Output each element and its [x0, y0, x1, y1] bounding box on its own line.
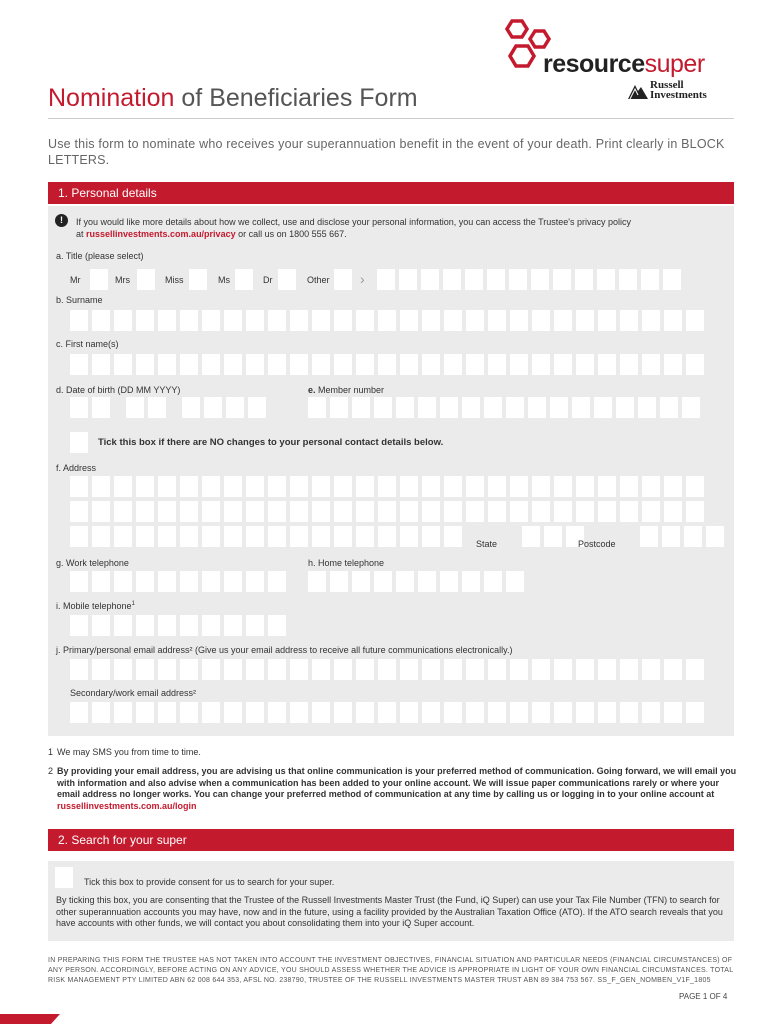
footnote-2-link[interactable]: russellinvestments.com.au/login	[57, 800, 197, 811]
privacy-text: If you would like more details about how we collect, use and disclose your personal information, you can access the Trustee's privacy policy	[76, 217, 631, 227]
title-option-other: Other	[307, 275, 330, 285]
footnote-1-text: We may SMS you from time to time.	[57, 747, 201, 757]
work-tel-label: g. Work telephone	[56, 558, 129, 568]
section1-heading: 1. Personal details	[48, 182, 734, 204]
privacy-tail: or call us on 1800 555 667.	[235, 229, 347, 239]
logo-wordmark	[543, 50, 705, 79]
title-option-miss: Miss	[165, 275, 184, 285]
logo-part2: super	[644, 50, 705, 78]
footnote-1	[48, 747, 738, 759]
mobile-footnote-ref: 1	[131, 601, 135, 607]
title-other-boxes[interactable]	[377, 269, 681, 290]
footnote-2-text	[48, 766, 738, 812]
title-option-mrs: Mrs	[115, 275, 130, 285]
consent-label: Tick this box to provide consent for us to search for your super.	[84, 877, 335, 887]
surname-label: b. Surname	[56, 295, 103, 305]
partner-line1: Russell	[650, 79, 684, 91]
partner-line2: Investments	[650, 89, 707, 101]
title-checkbox-mrs[interactable]	[137, 269, 155, 290]
consent-checkbox[interactable]	[55, 867, 73, 888]
firstname-label: c. First name(s)	[56, 339, 119, 349]
title-option-dr: Dr	[263, 275, 273, 285]
footnote-2-number: 2	[48, 766, 54, 776]
postcode-label: Postcode	[578, 539, 616, 549]
no-change-label: Tick this box if there are NO changes to your personal contact details below.	[98, 437, 444, 448]
title-checkbox-other[interactable]	[334, 269, 352, 290]
member-label-letter: e.	[308, 385, 316, 395]
mobile-input[interactable]	[70, 615, 286, 636]
secondary-email-label: Secondary/work email address²	[70, 688, 197, 698]
title-highlight: Nomination	[48, 84, 175, 112]
address-line1-input[interactable]	[70, 476, 704, 497]
title-label: a. Title (please select)	[56, 251, 144, 261]
partner-name	[650, 80, 707, 100]
address-line3-input[interactable]	[70, 526, 462, 547]
title-checkbox-dr[interactable]	[278, 269, 296, 290]
section1-panel	[48, 206, 734, 736]
footnote-2-body: By providing your email address, you are advising us that online communication is your preferred method of communication. Going forward, we will email you with information and also advise when a communication has been added to your online account. We will issue paper communications rarely or where your email address no longer works. You can change your preferred method of communication at any time by calling us or logging in to your online account at	[57, 766, 737, 799]
footnote-1-number: 1	[48, 747, 54, 757]
dob-label: d. Date of birth (DD MM YYYY)	[56, 385, 181, 395]
member-label-text: Member number	[315, 385, 385, 395]
title-checkbox-mr[interactable]	[90, 269, 108, 290]
email-input[interactable]	[70, 659, 704, 680]
member-number-label	[308, 385, 384, 395]
section2-heading: 2. Search for your super	[48, 829, 734, 851]
title-option-mr: Mr	[70, 275, 81, 285]
no-change-checkbox[interactable]	[70, 432, 88, 453]
address-label: f. Address	[56, 463, 97, 473]
title-checkbox-miss[interactable]	[189, 269, 207, 290]
state-label: State	[476, 539, 498, 549]
surname-input[interactable]	[70, 310, 704, 331]
postcode-input[interactable]	[640, 526, 724, 547]
title-divider	[48, 118, 734, 119]
mobile-label-text: i. Mobile telephone	[56, 601, 132, 611]
mobile-label	[56, 601, 135, 611]
disclaimer: IN PREPARING THIS FORM THE TRUSTEE HAS NOT TAKEN INTO ACCOUNT THE INVESTMENT OBJECTIVES, FINANCIAL SITUATION AND PARTICULAR NEEDS (FINANCIAL CIRCUMSTANCES) OF ANY PERSON. ACCORDINGLY, BEFORE ACTING ON ANY ADVICE, YOU SHOULD ASSESS WHETHER THE ADVICE IS APPROPRIATE IN LIGHT OF YOUR OWN FINANCIAL CIRCUMSTANCES. TOTAL RISK MANAGEMENT PTY LIMITED ABN 62 008 644 353, AFSL NO. 238790, TRUSTEE OF THE RUSSELL INVESTMENTS MASTER TRUST ABN 89 384 753 567. SS_F_GEN_NOMBEN_V1F_1805	[48, 957, 734, 984]
dob-input[interactable]	[70, 397, 266, 418]
title-option-ms: Ms	[218, 275, 230, 285]
intro-text: Use this form to nominate who receives your superannuation benefit in the event of your death. Print clearly in BLOCK LETTERS.	[48, 137, 725, 167]
info-icon: !	[55, 214, 68, 227]
privacy-notice	[76, 216, 726, 240]
state-input[interactable]	[522, 526, 584, 547]
title-rest: of Beneficiaries Form	[174, 84, 418, 112]
secondary-email-input[interactable]	[70, 702, 704, 723]
page-title	[48, 84, 418, 113]
address-line2-input[interactable]	[70, 501, 704, 522]
work-tel-input[interactable]	[70, 571, 286, 592]
home-tel-input[interactable]	[308, 571, 524, 592]
logo-part1: resource	[543, 50, 645, 78]
firstname-input[interactable]	[70, 354, 704, 375]
bottom-accent-strip	[0, 1014, 60, 1024]
privacy-at: at	[76, 229, 87, 239]
email-label: j. Primary/personal email address² (Give us your email address to receive all future communications electronically.)	[56, 645, 513, 655]
page-number: PAGE 1 OF 4	[679, 992, 728, 1001]
consent-body: By ticking this box, you are consenting that the Trustee of the Russell Investments Master Trust (the Fund, iQ Super) can use your Tax File Number (TFN) to search for other superannuation accounts you may have, now and in the future, using a facility provided by the Australian Taxation Office (ATO). If the ATO search reveals that you have accounts with other funds, we will contact you about consolidating them into your iQ Super account.	[56, 895, 723, 928]
russell-mark-icon	[628, 83, 648, 99]
footnote-2	[48, 766, 738, 812]
member-number-input[interactable]	[308, 397, 700, 418]
chevron-right-icon: ›	[360, 271, 365, 287]
title-options	[48, 268, 734, 292]
title-checkbox-ms[interactable]	[235, 269, 253, 290]
home-tel-label: h. Home telephone	[308, 558, 385, 568]
section2-panel	[48, 861, 734, 941]
privacy-link[interactable]: russellinvestments.com.au/privacy	[86, 229, 236, 239]
